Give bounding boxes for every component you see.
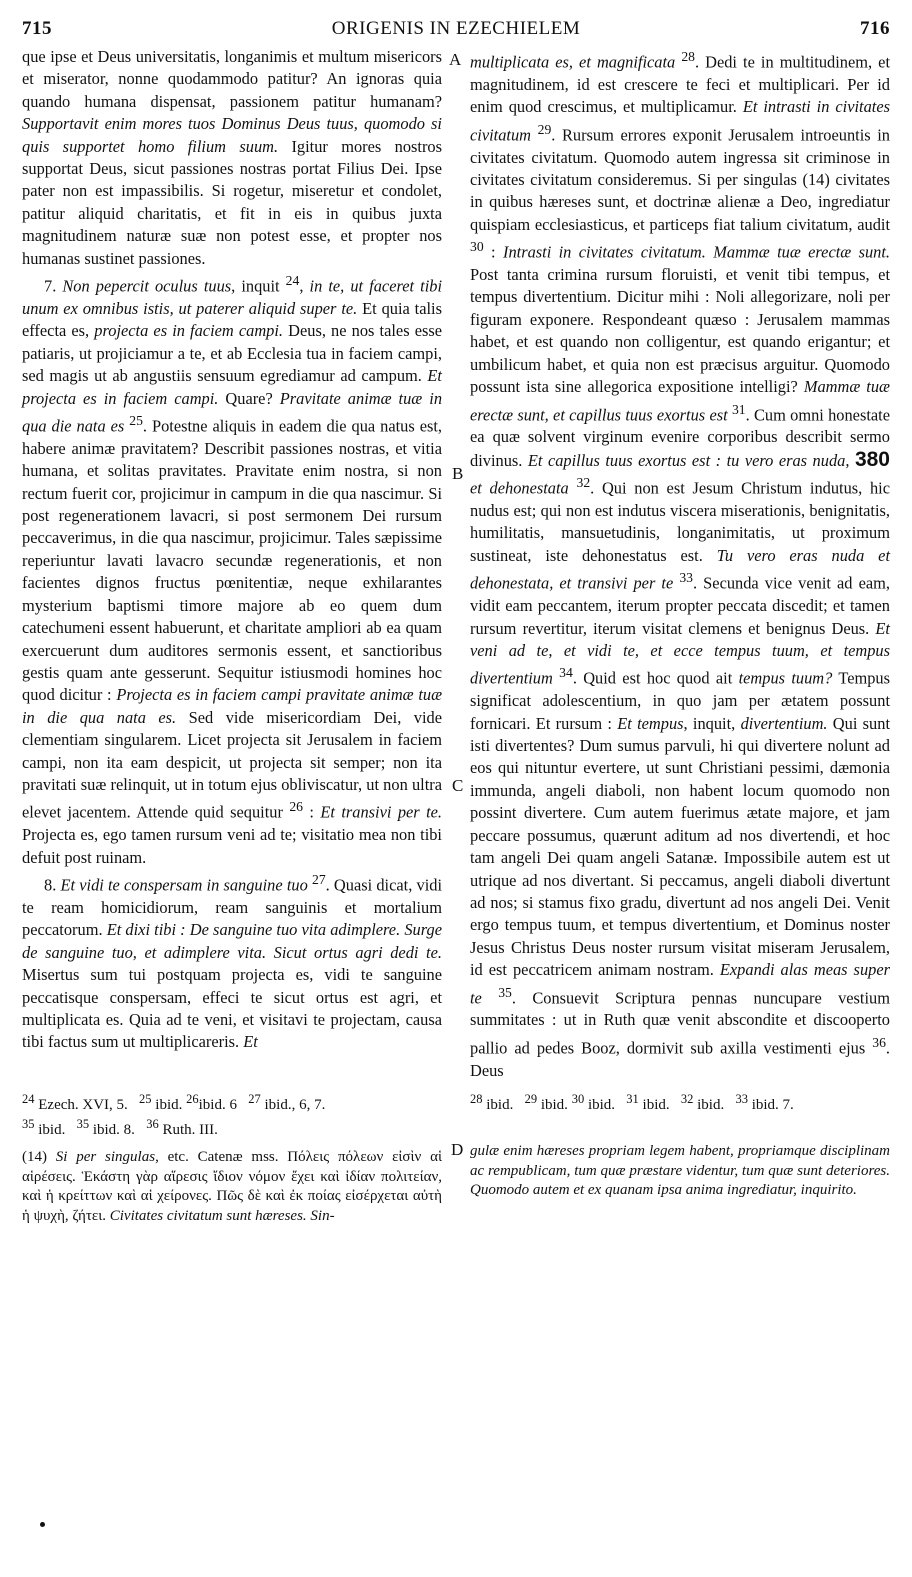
- paragraph-l2: 7. Non pepercit oculus tuus, inquit $^{24}$, in te, ut faceret tibi unum ex omnibus istis, ut paterer aliquid super te. Et quia talis effecta es, projecta es in faciem campi. Deus, ne nos tales esse patiaris, ut projiciamur a te, et ab Ecclesia tua in faciem campi, sed magis ut ab angustiis sensuum egrediamur ad campum. Et projecta es in faciem campi. Quare? Pravitate animæ tuæ in qua die nata es $^{25}$. Potestne aliquis in eadem die qua natus est, habere animæ pravitatem? Describit passiones nostras, et vitia humana, et solitas pravitates. Pravitate enim nostra, si non rectum fuerit cor, projicimur in campum in die qua nascimur. Si post regenerationem lavacri, si post sermonem Dei rursum peccaverimus, in die qua nascimur, projicimur. Tales sæpissime reperiuntur lavati lavacro secundæ regenerationis, et non facientes dignos fructus pœnitentiæ, neque exhilarantes mysterium baptismi timore majore ab eo quem dum catechumeni essent habuerunt, et charitate ampliori ab ea quam exercuerunt dum auditores sermonis essent, et sanctioribus gestis quam ante gesserunt. Sequitur istiusmodi homines hoc quod dicitur : Projecta es in faciem campi pravitate animæ tuæ in die qua nata es. Sed vide misericordiam Dei, vide clementiam singularem. Licet projecta sit Jerusalem in faciem campi, non ita eam despicit, ut projecta sit semper; non ita pravitati suæ relinquit, ut in totum ejus obliviscatur, ut non ultra elevet jacentem. Attende quid sequitur $^{26}$ : Et transivi per te. Projecta es, ego tamen rursum veni ad te; visitatio mea non tibi defuit post ruinam.: [22, 273, 443, 867]
- running-title: ORIGENIS IN EZECHIELEM: [331, 18, 581, 39]
- margin-letter-a: A: [449, 50, 462, 69]
- page-header: [22, 12, 890, 46]
- margin-letter-c: C: [452, 776, 464, 795]
- footnote-line: $^{24}$ Ezech. XVI, 5. $^{25}$ ibid. $^{26}$ibid. 6 $^{27}$ ibid., 6, 7.: [22, 1092, 326, 1114]
- left-column: [22, 46, 442, 1082]
- footnote-line: $^{28}$ ibid. $^{29}$ ibid. $^{30}$ ibid. $^{31}$ ibid. $^{32}$ ibid. $^{33}$ ibid. 7.: [470, 1092, 794, 1114]
- ink-dot: [40, 1522, 45, 1527]
- footnote-line: $^{35}$ ibid. $^{35}$ ibid. 8. $^{36}$ Ruth. III.: [22, 1117, 218, 1139]
- paragraph-l3: 8. Et vidi te conspersam in sanguine tuo $^{27}$. Quasi dicat, vidi te ream homicidiorum, ream sanguinis et mortalium peccatorum. Et dixi tibi : De sanguine tuo vita adimplere. Surge de sanguine tuo, et adimplere vita. Sicut ortus agri dedi te. Misertus sum tui postquam projecta es, vidi te sanguine peccatisque conspersam, effeci te sicut ortus est agri, et multiplicata es. Quia ad te veni, et visitavi te projectam, causa tibi factus sum ut multiplicareris. Et: [22, 872, 442, 1052]
- right-page-number: 716: [860, 18, 890, 39]
- editor-comment-left: (14) Si per singulas, etc. Catenæ mss. Πόλεις πόλεων εἰσὶν αἱ αἱρέσεις. Ἑκάστη γὰρ αἵρεσις ἴδιον νόμον ἔχει καὶ ἰδίαν πολιτείαν, καὶ ἡ κρείττων καὶ αἱ χείρονες. Πῶς δὲ καὶ ἐκ ποίας εἰσέρχεται αὐτὴ ἡ ψυχὴ, ζήτει. Civitates civitatum sunt hæreses. Sin-: [22, 1149, 442, 1224]
- footnotes-right: [470, 1090, 890, 1226]
- margin-letter-b: B: [452, 464, 464, 483]
- paragraph-r1: multiplicata es, et magnificata $^{28}$. Dedi te in multitudinem, et magnitudinem, id est crescere te feci et multiplicari. Per id enim quod crescimus, et multiplicamur. Et intrasti in civitates civitatum $^{29}$. Rursum errores exponit Jerusalem introeuntis in civitates civitatum. Quomodo autem ingressa sit criminose in civitates civitatum consideremus. Si per singulas (14) civitates in quibus hæreses sunt, et doctrinæ alienæ a Deo, ingrediatur quispiam ecclesiasticus, et particeps fiat talium civitatum, audit $^{30}$ : Intrasti in civitates civitatum. Mammæ tuæ erectæ sunt. Post tanta crimina rursum floruisti, et venit tibi tempus, et tempus divertentium. Dicitur mihi : Noli allegorizare, noli per figuram exponere. Respondeant quæso : Jerusalem mammas habet, et est quando non colligentur, est quando erigantur; et umbilicum habet, et quia non est præcisus arguitur. Quomodo possunt ista sine allegorica expositione intelligi? Mammæ tuæ erectæ sunt, et capillus tuus exortus est $^{31}$. Cum omni honestate ea quæ solvent virginum evenire corporibus describit sermo divinus. Et capillus tuus exortus est : tu vero eras nuda, 380 et dehonestata $^{32}$. Qui non est Jesum Christum indutus, hic nudus est; qui non est indutus viscera miserationis, benignitatis, humilitatis, mansuetudinis, longanimitatis, ut proximum sustineat, iste dehonestatus est. Tu vero eras nuda et dehonestata, et transivi per te $^{33}$. Secunda vice venit ad eam, vidit eam peccantem, iterum propter peccata discedit; et tamen rursum revertitur, iterum visitat clemens et benignus Deus. Et veni ad te, et vidi te, et ecce tempus tuum, et tempus divertentium $^{34}$. Quid est hoc quod ait tempus tuum? Tempus significat adolescentium, in quo jam per ætatem possunt fornicari. Et rursum : Et tempus, inquit, divertentium. Qui sunt isti divertentes? Dum sumus parvuli, hi qui divertere nolunt ad eos qui nituntur evertere, ut sunt Christiani pessimi, dæmonia immunda, angeli diaboli, non habent locum quomodo non possint divertere. Cum autem fuerimus ætate majore, et jam peccare possumus, quærunt aditum ad nos divertendi, et hoc tam angeli Dei quam angeli Satanæ. Impossibile autem est ut utrique ad nos divertant. Si peccamus, angeli diaboli divertunt ad nos; si stamus fixo gradu, divertunt ad nos angeli Dei. Venit ergo tempus tuum, et tempus divertentium, et Dominus noster Jesus Christus Deus noster rursum visitat miseram Jerusalem, id est peccatricem animam nostram. Expandi alas meas super te $^{35}$. Consuevit Scriptura pennas nuncupare vestium summitates : ut in Ruth quæ venit abscondite et discooperto pallio ad pedes Booz, dormivit sub axilla vestimenti ejus $^{36}$. Deus: [470, 49, 891, 1080]
- margin-letter-d: D: [451, 1140, 464, 1159]
- left-page-number: 715: [22, 18, 52, 39]
- right-column: [470, 46, 890, 1082]
- paragraph-l1: que ipse et Deus universitatis, longanimis et multum misericors et miserator, nonne quodammodo patitur? An ignoras quia quando humana dispensat, passionem patitur humanam? Supportavit enim mores tuos Dominus Deus tuus, quomodo si quis supportet homo filium suum. Igitur mores nostros supportat Deus, sicut passiones nostras portat Filius Dei. Ipse pater non est impassibilis. Si rogetur, miseretur et condolet, patitur aliquid charitatis, et fit in eis in quibus juxta magnitudinem naturæ suæ non potest esse, et propter nos humanas sustinet passiones.: [22, 47, 442, 268]
- editor-comment-right: gulæ enim hæreses propriam legem habent, propriamque disciplinam ac rempublicam, tum quæ præstare videntur, tum quæ sunt deteriores. Quomodo autem et ex quanam ipsa anima ingrediatur, inquirito.: [470, 1143, 890, 1199]
- footnotes-left: [22, 1090, 442, 1226]
